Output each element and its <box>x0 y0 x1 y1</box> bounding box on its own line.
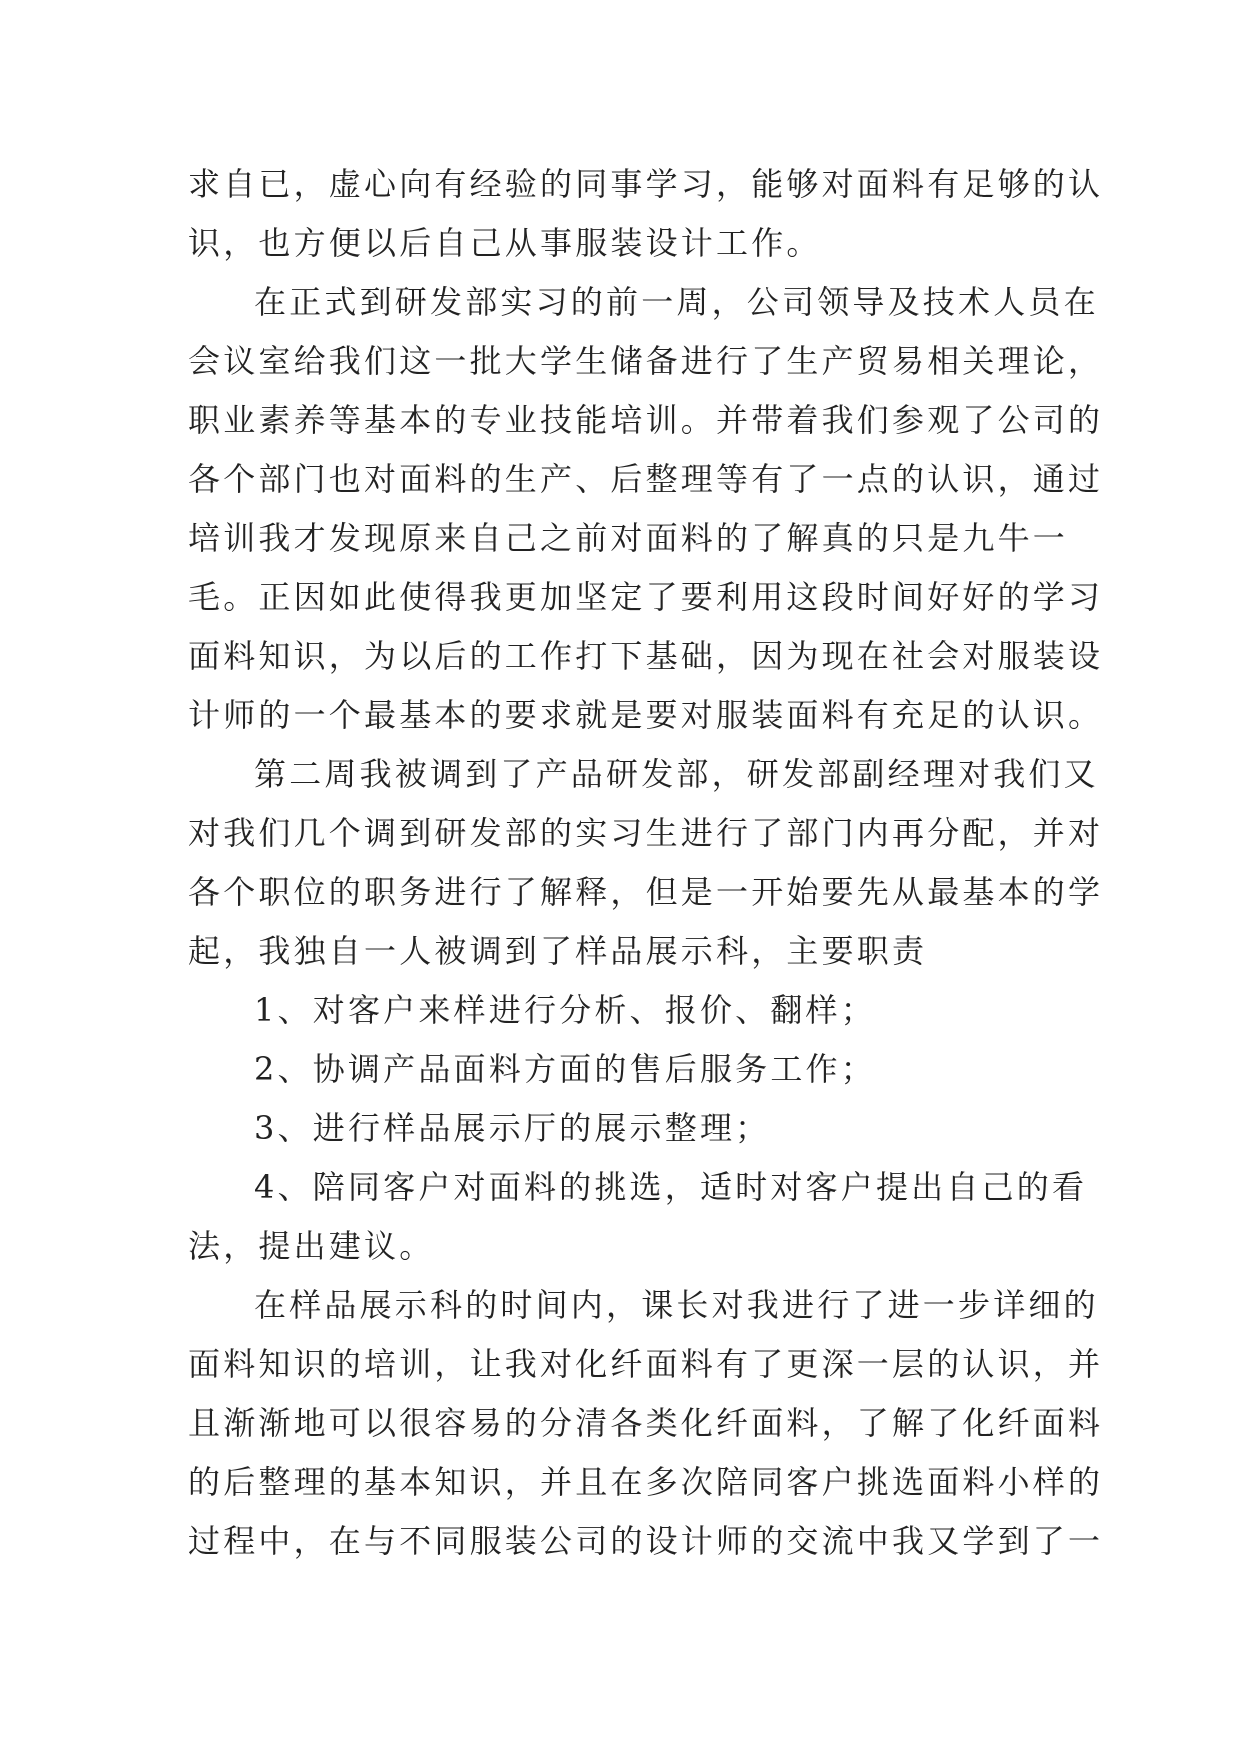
text-line: 求自已，虚心向有经验的同事学习，能够对面料有足够的认 <box>188 165 1104 203</box>
text-line: 各个职位的职务进行了解释，但是一开始要先从最基本的学 <box>188 873 1104 911</box>
text-line: 培训我才发现原来自己之前对面料的了解真的只是九牛一 <box>188 519 1069 557</box>
text-line: 面料知识，为以后的工作打下基础，因为现在社会对服装设 <box>188 637 1104 675</box>
text-line: 且渐渐地可以很容易的分清各类化纤面料，了解了化纤面料 <box>188 1404 1104 1442</box>
text-line: 在样品展示科的时间内，课长对我进行了进一步详细的 <box>254 1286 1099 1324</box>
text-line: 的后整理的基本知识，并且在多次陪同客户挑选面料小样的 <box>188 1463 1104 1501</box>
text-line: 过程中，在与不同服装公司的设计师的交流中我又学到了一 <box>188 1522 1104 1560</box>
text-line: 在正式到研发部实习的前一周，公司领导及技术人员在 <box>254 283 1099 321</box>
text-line: 会议室给我们这一批大学生储备进行了生产贸易相关理论， <box>188 342 1104 380</box>
text-line: 计师的一个最基本的要求就是要对服装面料有充足的认识。 <box>188 696 1104 734</box>
list-item: 2、协调产品面料方面的售后服务工作； <box>254 1050 876 1088</box>
text-line: 面料知识的培训，让我对化纤面料有了更深一层的认识，并 <box>188 1345 1104 1383</box>
text-line: 法，提出建议。 <box>188 1227 435 1265</box>
text-line: 各个部门也对面料的生产、后整理等有了一点的认识，通过 <box>188 460 1104 498</box>
text-line: 识，也方便以后自己从事服装设计工作。 <box>188 224 822 262</box>
text-line: 第二周我被调到了产品研发部，研发部副经理对我们又 <box>254 755 1099 793</box>
list-item: 1、对客户来样进行分析、报价、翻样； <box>254 991 876 1029</box>
text-line: 起，我独自一人被调到了样品展示科，主要职责 <box>188 932 928 970</box>
text-line: 毛。正因如此使得我更加坚定了要利用这段时间好好的学习 <box>188 578 1104 616</box>
text-line: 职业素养等基本的专业技能培训。并带着我们参观了公司的 <box>188 401 1104 439</box>
list-item: 3、进行样品展示厅的展示整理； <box>254 1109 771 1147</box>
text-line: 对我们几个调到研发部的实习生进行了部门内再分配，并对 <box>188 814 1104 852</box>
list-item: 4、陪同客户对面料的挑选，适时对客户提出自己的看 <box>254 1168 1088 1206</box>
body-text <box>188 155 1104 1571</box>
